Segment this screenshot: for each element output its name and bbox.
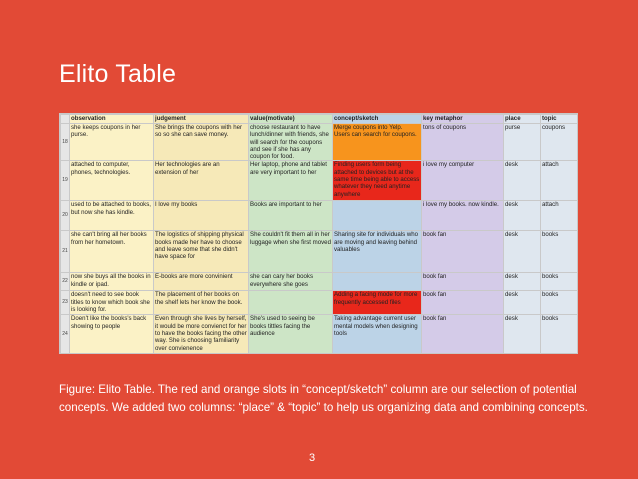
cell-key-metaphor: book fan [422,291,504,315]
cell-judgement: I love my books [154,201,249,231]
cell-place: desk [504,315,541,354]
table-row [61,201,579,231]
header-observation: observation [70,115,154,124]
cell-topic: books [541,273,579,291]
row-number: 22 [61,273,70,291]
cell-place: desk [504,231,541,273]
cell-judgement: The placement of her books on the shelf lets her know the book. [154,291,249,315]
cell-topic: books [541,291,579,315]
row-number: 21 [61,231,70,273]
cell-value: choose restaurant to have lunch/dinner with friends, she will search for the coupons and see if she has any coupon for food. [249,124,333,161]
cell-key-metaphor: book fan [422,273,504,291]
table-row [61,231,579,273]
cell-value [249,291,333,315]
header-place: place [504,115,541,124]
cell-place: desk [504,291,541,315]
cell-judgement: The logistics of shipping physical books made her have to choose and leave some that she didn't have space for [154,231,249,273]
cell-topic: attach [541,161,579,201]
cell-topic: coupons [541,124,579,161]
row-number: 19 [61,161,70,201]
cell-place: desk [504,161,541,201]
header-key-metaphor: key metaphor [422,115,504,124]
cell-concept: Merge coupons into Yelp. Users can search for coupons. [333,124,422,161]
cell-topic: books [541,231,579,273]
cell-concept: Taking advantage current user mental models when designing tools [333,315,422,354]
cell-value: Her laptop, phone and tablet are very important to her [249,161,333,201]
cell-observation: doesn't need to see book titles to know which book she is looking for. [70,291,154,315]
row-number: 20 [61,201,70,231]
table-row [61,291,579,315]
cell-key-metaphor: i love my books. now kindle. [422,201,504,231]
cell-observation: she keeps coupons in her purse. [70,124,154,161]
header-rownum [61,115,70,124]
cell-place: desk [504,273,541,291]
header-concept: concept/sketch [333,115,422,124]
table-row [61,315,579,354]
page-number: 3 [309,452,316,464]
cell-value: Books are important to her [249,201,333,231]
header-row [61,115,579,124]
cell-concept [333,273,422,291]
cell-key-metaphor: tons of coupons [422,124,504,161]
cell-judgement: Her technologies are an extension of her [154,161,249,201]
cell-concept: Finding users form being attached to devices but at the same time being able to access whatever they need anytime anywhere [333,161,422,201]
cell-observation: attached to computer, phones, technologies. [70,161,154,201]
row-number: 24 [61,315,70,354]
cell-judgement: E-books are more convinient [154,273,249,291]
cell-key-metaphor: book fan [422,315,504,354]
cell-place: purse [504,124,541,161]
cell-observation: she can't bring all her books from her hometown. [70,231,154,273]
cell-key-metaphor: book fan [422,231,504,273]
cell-value: She couldn't fit them all in her luggage when she first moved [249,231,333,273]
row-number: 18 [61,124,70,161]
cell-observation: Doen't like the books's back showing to people [70,315,154,354]
cell-concept [333,201,422,231]
cell-topic: books [541,315,579,354]
cell-concept: Adding a facing mode for more frequently accessed files [333,291,422,315]
table-row [61,161,579,201]
table-row [61,124,579,161]
elito-table [60,114,578,354]
cell-topic: attach [541,201,579,231]
spreadsheet-screenshot [59,113,578,354]
cell-key-metaphor: i love my computer [422,161,504,201]
cell-judgement: She brings the coupons with her so so she can save money. [154,124,249,161]
header-topic: topic [541,115,579,124]
cell-value: she can cary her books everywhere she goes [249,273,333,291]
cell-value: She's used to seeing be books tittles facing the audience [249,315,333,354]
cell-observation: used to be attached to books, but now she has kindle. [70,201,154,231]
row-number: 23 [61,291,70,315]
header-judgement: judgement [154,115,249,124]
cell-concept: Sharing site for individuals who are moving and leaving behind valuables [333,231,422,273]
table-row [61,273,579,291]
cell-judgement: Even through she lives by herself, it would be more convienct for her to have the books facing the other way. She is choosing familiarity over convienence [154,315,249,354]
figure-caption: Figure: Elito Table. The red and orange slots in “concept/sketch” column are our selection of potential concepts. We added two columns: “place” & “topic” to help us organizing data and combining concepts. [59,383,588,414]
cell-observation: now she buys all the books in kindle or ipad. [70,273,154,291]
table-body [61,124,579,355]
cell-place: desk [504,201,541,231]
slide-title: Elito Table [59,60,177,88]
header-value: value(motivate) [249,115,333,124]
